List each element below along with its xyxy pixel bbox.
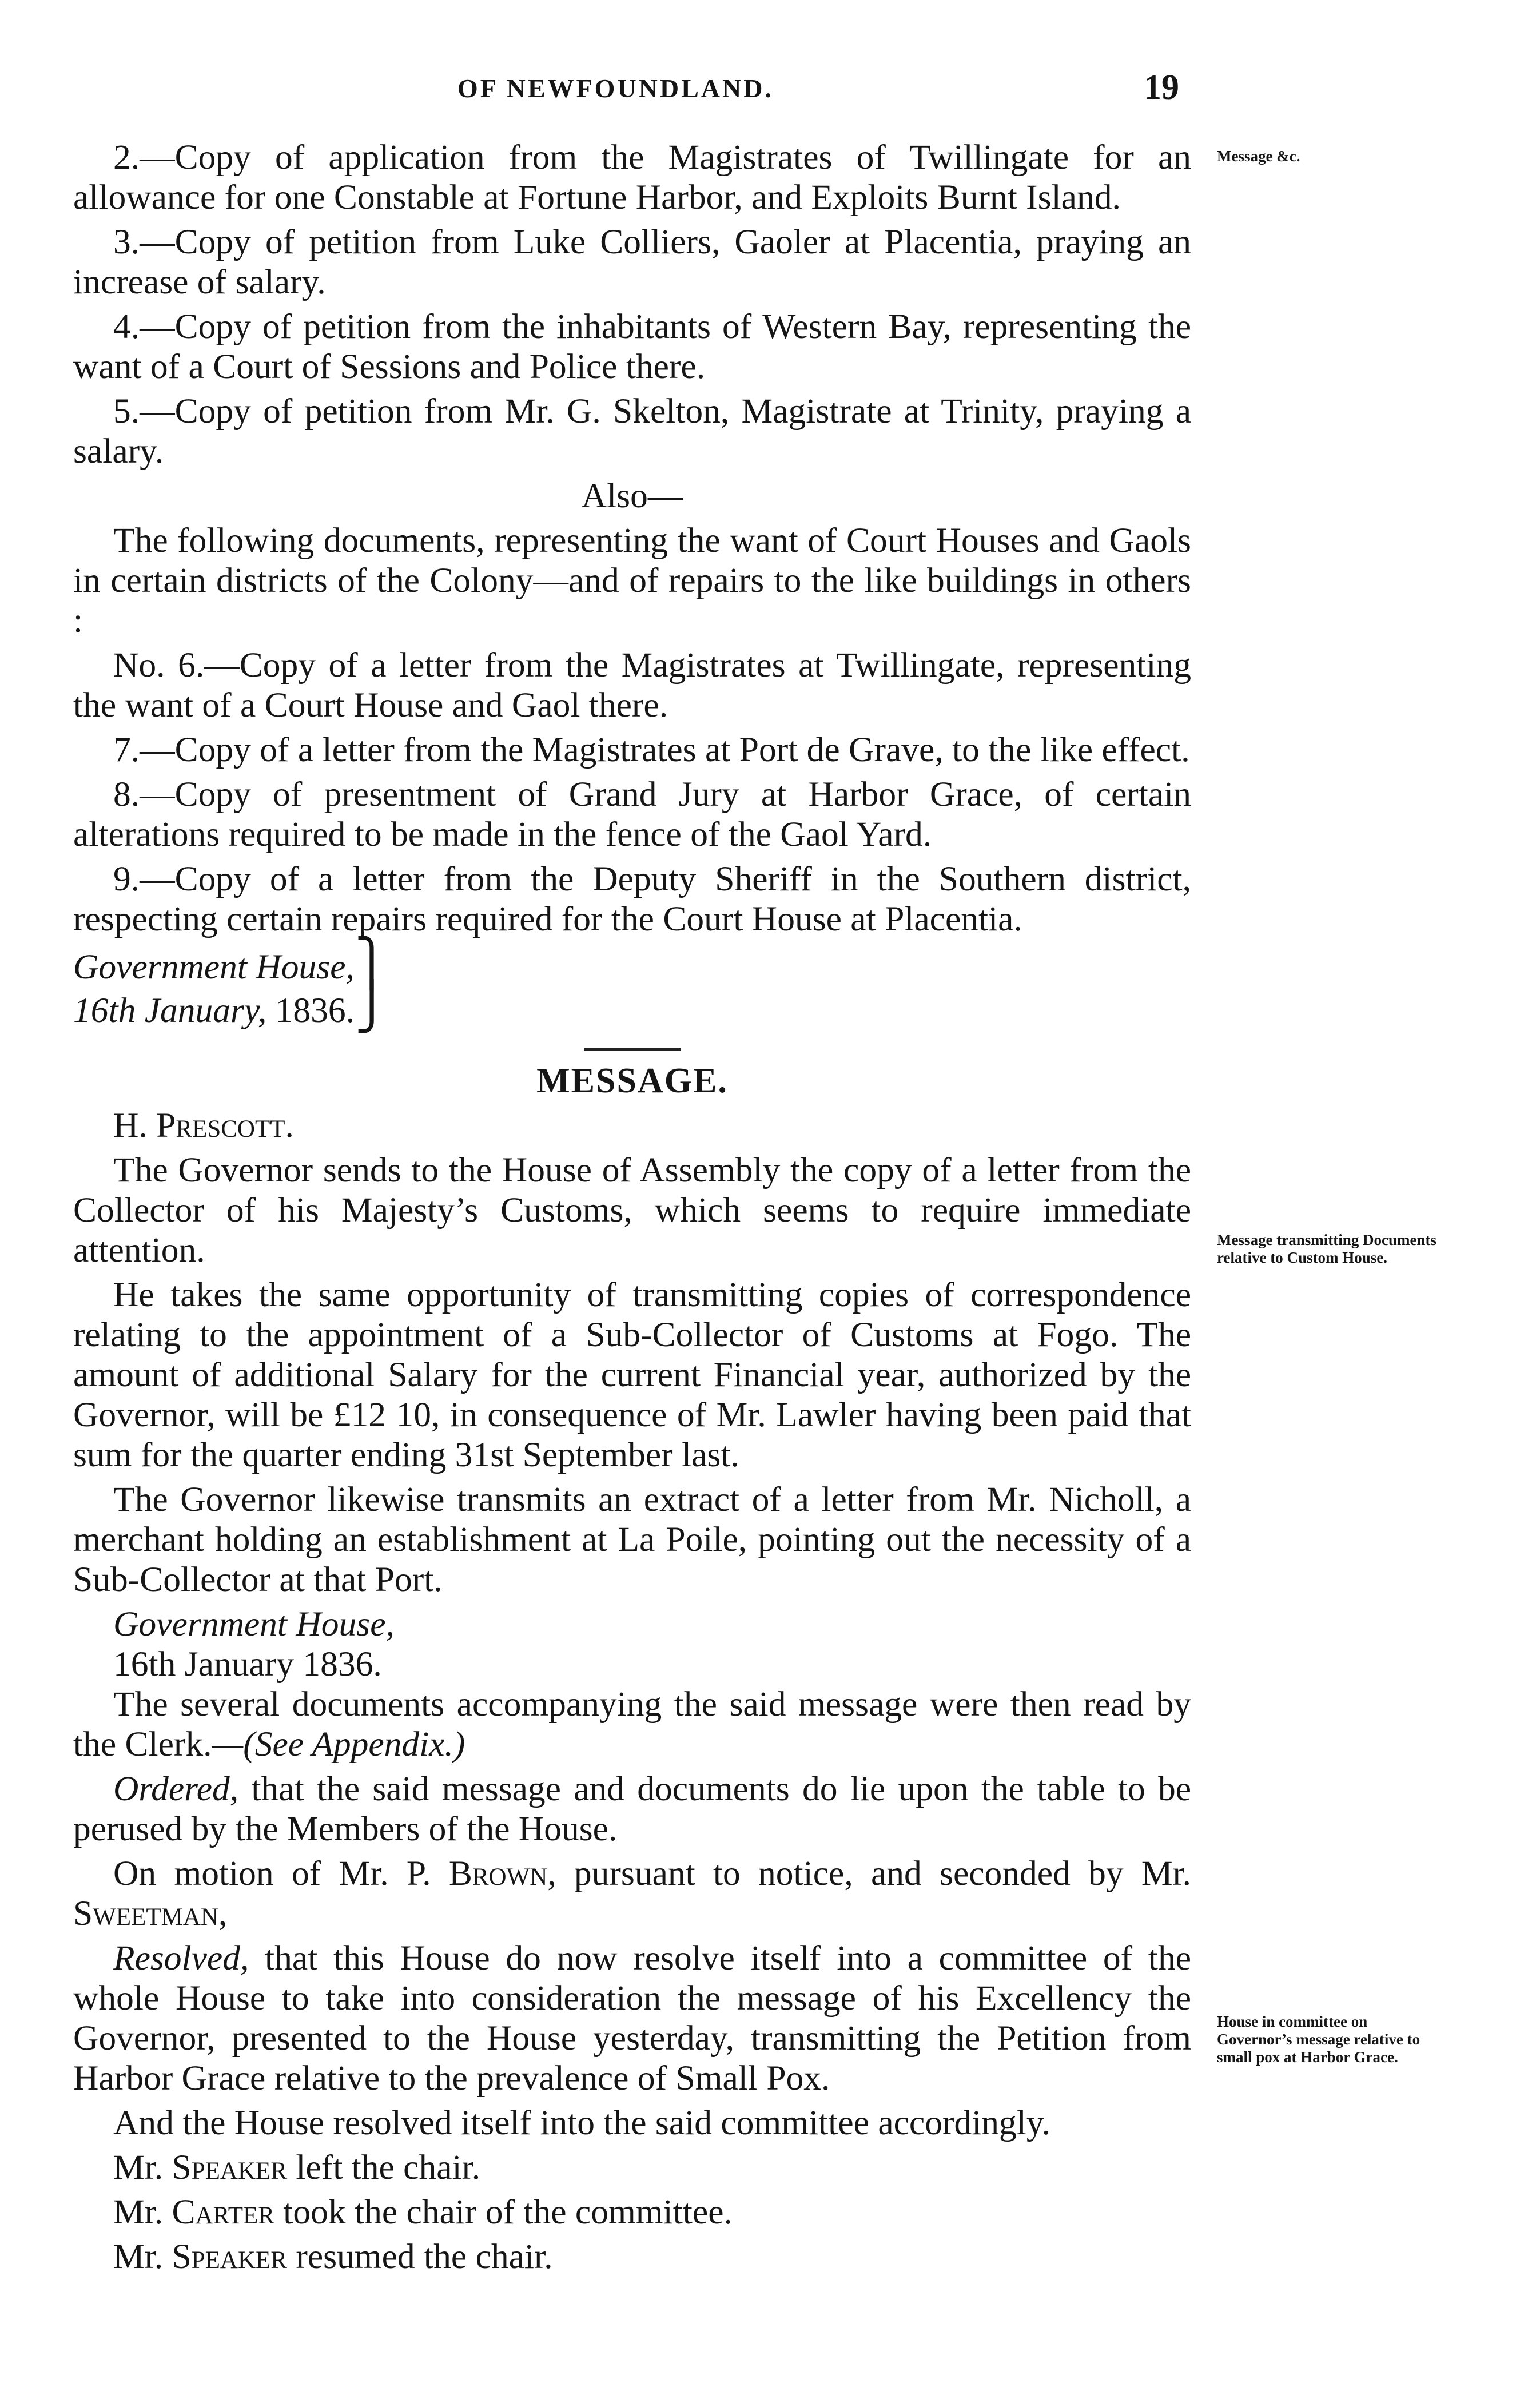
margin-note-message: Message &c. (1217, 148, 1300, 165)
page-number: 19 (1144, 68, 1179, 107)
message-paragraph: He takes the same opportunity of transmitting copies of correspondence relating to the appointment of a Sub-Collector of Customs at Fogo. The amount of additional Salary for the current Financial year, authorized by the Governor, will be £12 10, in consequence of Mr. Lawler having been paid that sum for the quarter ending 31st September last. (73, 1275, 1191, 1474)
message-paragraph: The Governor sends to the House of Assembly the copy of a letter from the Collector of his Majesty’s Customs, which seems to require immediate attention. (73, 1151, 1191, 1270)
signature-place: Government House, (73, 948, 355, 986)
signature-place: Government House, (113, 1605, 395, 1644)
margin-note-custom-house: Message transmitting Documents relative to Custom House. (1217, 1231, 1436, 1266)
list-item: 2.—Copy of application from the Magistrates of Twillingate for an allowance for one Constable at Fortune Harbor, and Exploits Burnt Island. (73, 138, 1191, 217)
committee-line: And the House resolved itself into the said committee accordingly. (113, 2103, 1050, 2142)
message-paragraph: The Governor likewise transmits an extract of a letter from Mr. Nicholl, a merchant holding an establishment at La Poile, pointing out the necessity of a Sub-Collector at that Port. (73, 1480, 1191, 1599)
signed-by: H. Prescott. (113, 1106, 294, 1145)
list-item: 9.—Copy of a letter from the Deputy Sheriff in the Southern district, respecting certain repairs required for the Court House at Placentia. (73, 860, 1191, 938)
resolved-paragraph: Resolved, that this House do now resolve itself into a committee of the whole House to take into consideration the message of his Excellency the Governor, presented to the House yesterday, transmitting the Petition from Harbor Grace relative to the prevalence of Small Pox. (73, 1939, 1191, 2098)
list-item: 4.—Copy of petition from the inhabitants of Western Bay, representing the want of a Court of Sessions and Police there. (73, 307, 1191, 386)
signature-day: 16th January, (73, 991, 267, 1030)
read-paragraph: The several documents accompanying the said message were then read by the Clerk.—(See Appendix.) (73, 1685, 1191, 1764)
page-header (0, 67, 1540, 113)
running-head: OF NEWFOUNDLAND. (457, 74, 774, 103)
page-body (73, 137, 1191, 2281)
list-item: 8.—Copy of presentment of Grand Jury at Harbor Grace, of certain alterations required to be made in the fence of the Gaol Yard. (73, 775, 1191, 854)
carter-line: Mr. Carter took the chair of the committee. (113, 2193, 733, 2231)
speaker-left-line: Mr. Speaker left the chair. (113, 2148, 481, 2187)
list-item: 7.—Copy of a letter from the Magistrates at Port de Grave, to the like effect. (113, 730, 1190, 769)
margin-note-small-pox: House in committee on Governor’s message relative to small pox at Harbor Grace. (1217, 2013, 1420, 2066)
list-item: 5.—Copy of petition from Mr. G. Skelton, Magistrate at Trinity, praying a salary. (73, 392, 1191, 471)
motion-paragraph: On motion of Mr. P. Brown, pursuant to notice, and seconded by Mr. Sweetman, (73, 1854, 1191, 1933)
message-heading: MESSAGE. (536, 1061, 728, 1100)
following-paragraph: The following documents, representing the want of Court Houses and Gaols in certain districts of the Colony—and of repairs to the like buildings in others : (73, 521, 1191, 640)
ordered-paragraph: Ordered, that the said message and documents do lie upon the table to be perused by the Members of the House. (73, 1769, 1191, 1848)
signature-date: 16th January 1836. (113, 1645, 382, 1684)
list-item: No. 6.—Copy of a letter from the Magistrates at Twillingate, representing the want of a Court House and Gaol there. (73, 646, 1191, 725)
signature-block: Government House,⎫ 16th January, 1836.⎭ (73, 938, 389, 1032)
also-heading: Also— (581, 476, 683, 515)
list-item: 3.—Copy of petition from Luke Colliers, Gaoler at Placentia, praying an increase of salary. (73, 222, 1191, 301)
signature-block-2 (73, 1604, 1191, 1684)
signature-year: 1836. (266, 991, 355, 1030)
section-rule (584, 1048, 681, 1051)
speaker-resumed-line: Mr. Speaker resumed the chair. (113, 2237, 553, 2276)
